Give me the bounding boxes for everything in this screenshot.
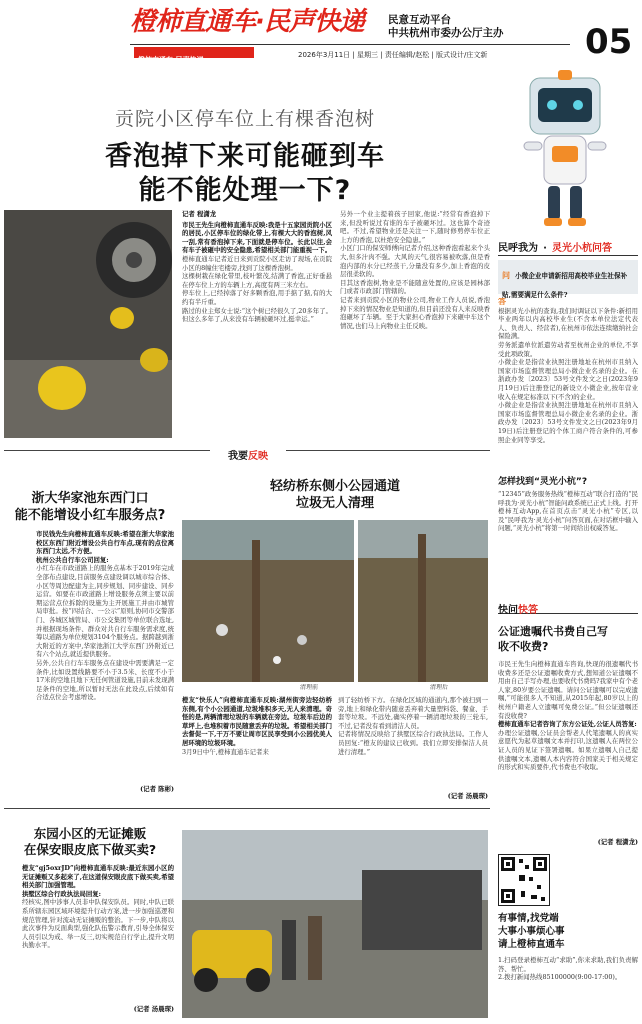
garbage-title-line2: 垃圾无人清理 — [295, 496, 374, 511]
sidebar-answer — [498, 298, 638, 466]
dongyuan-story-body — [22, 864, 174, 1004]
garbage-photo-before — [182, 520, 354, 682]
masthead-meta: 2026年3月11日 | 星期三 | 责任编辑/赵松 | 版式设计/庄文新 — [298, 51, 488, 59]
answer-p1: 根据灵光小杭的查询,我们时调证以下条件:新招用毕业两年以内高校毕业生(不含本单位法定代表人、负责人、经营者),在杭州市依法连续缴纳社会保险满。 — [498, 306, 638, 341]
qr-line1: 有事情,找党端 — [498, 913, 559, 924]
dongyuan-story-title — [4, 826, 176, 858]
answer-label: 答 — [498, 298, 506, 306]
howto-text: “12345”政务服务热线“橙柿互动”联合打造的“民呼我为·灵光小杭”智能问政系统已正式上线。打开橙柿互动App,在首页点击“灵光小杭”专区,以及“民呼我为·灵光小杭”问答页面,在对话框中输入问题,“灵光小杭”将第一时间给出权威答复。 — [498, 490, 638, 533]
section-label-report — [210, 444, 286, 462]
school-story-body — [36, 530, 174, 784]
school-p1: 市民钱先生向橙柿直通车反映:希望在浙大华家池校区东西门附近增设公共自行车点,现有的点位离东西门太远,不方便。 — [36, 530, 174, 556]
quick-qa-label: 快答 — [518, 605, 538, 616]
garbage-title-line1: 轻纺桥东侧小公园通道 — [269, 479, 400, 494]
lead-byline: 记者 程潇龙 — [182, 210, 217, 218]
garbage-photo-after — [358, 520, 488, 682]
issue-date: 2026年3月11日 — [298, 51, 351, 59]
editor-credit: 责任编辑/赵松 — [384, 51, 430, 59]
sidebar-question-box — [498, 260, 638, 299]
lead-col2-p1: 另外一个业主提着孩子回家,他说:“经常有香泡掉下来,但没听说过有谁的车子被砸坏过。这也算个奇迹吧。不过,希望物业还是关注一下,随时修剪停车位正上方的香泡,以杜绝安全隐患。” — [340, 210, 490, 244]
howto-section — [498, 474, 638, 586]
school-title-line1: 浙大华家池东西门口 — [31, 491, 149, 506]
answer-p2: 劳务派遣单位派遣劳动者至杭州企业的单位,不享受此项政策。 — [498, 340, 638, 358]
quick-qa-header — [498, 598, 638, 614]
dongyuan-title-line2: 在保安眼皮底下做买卖? — [23, 842, 157, 857]
qr-code[interactable] — [498, 854, 550, 906]
platform-line2: 中共杭州市委办公厅主办 — [388, 27, 504, 39]
dongyuan-p1: 橙友“gj5oxrJD”向橙柿直通车反映:最近东园小区的无证摊贩又多起来了,在这道保安眼皮底下做买卖,希望相关部门加强管理。 — [22, 864, 174, 890]
caption-before: 清理前 — [300, 684, 319, 691]
garbage-byline: (记者 汤晨琛) — [447, 792, 488, 800]
school-story-title — [4, 490, 176, 524]
garbage-c2-p1: 到了轻纺桥下方。在绿化区域的通道内,那个被扫到一旁,地上和绿化带内随意丢弃着大量塑料袋、餐盒、手套等垃圾。不远处,确实停着一辆清理垃圾的三轮车,不过,记者没有看到清洁人员。 — [338, 696, 488, 730]
qr-instructions — [498, 956, 638, 1020]
notary-p3: 办理公证遗嘱,公证员会帮老人代笔遗嘱人的真实意愿代为起草遗嘱文本并打印,这遗嘱人在两位公证人员的见证下签署遗嘱。如果立遗嘱人自己提供遗嘱文本,遗嘱人本内容符合国家关于相关规定的形式和实质要件,代书费也不收取。 — [498, 728, 638, 772]
notary-title-line1: 公证遗嘱代书费自己写 — [498, 625, 608, 638]
dongyuan-p3: 经核实,图中涉事人员非中队保安队员。同时,中队已联系所辖东园区域环境提升行动方案,进一步加强巡逻和规范管理,针对流动无证摊贩的整治。下一步,中队将以此次事件为反面典型,强化队伍警示教育,引导全体保安人员引以为戒、举一反三,切实规范自行学止,提升文明执勤水平。 — [22, 898, 174, 950]
logo-text: 橙柿直通车·民声快递 — [130, 7, 364, 37]
qr-item2: 2.拨打新闻热线85100000(9:00-17:00)。 — [498, 973, 622, 982]
dongyuan-photo-vendors — [182, 830, 488, 1018]
garbage-body-column-1 — [182, 696, 332, 798]
sub-logo: 橙柿直通车·民声快递 — [138, 56, 204, 64]
section-label-text: 反映 — [248, 451, 268, 462]
section-label-prefix: 我要 — [228, 451, 248, 462]
qr-item1: 1.扫码登录橙柿互动“求助”,你来求助,我们负责解答、帮忙。 — [498, 956, 638, 973]
notary-byline: (记者 程潇龙) — [597, 838, 638, 846]
lead-kicker: 贡院小区停车位上有棵香泡树 — [114, 108, 375, 130]
lead-col1-p5: 路过的业主郑女士说:“这个树已经很久了,20多年了。但这么多年了,从来没有车辆被砸坏过,挺幸运。” — [182, 306, 332, 324]
notary-title-line2: 收不收费? — [498, 640, 549, 653]
garbage-c2-p2: 记者将情况反映给了拱墅区综合行政执法局。工作人员回复:“橙友的建议已收到。我们立即安排保洁人员进行清理。” — [338, 730, 488, 756]
school-byline: (记者 陈彬) — [140, 785, 174, 793]
lead-text-column-1 — [182, 210, 332, 438]
designer-credit: 版式设计/庄文新 — [436, 51, 488, 59]
question-text: 小微企业申请新招用高校毕业生社保补贴,需要满足什么条件? — [502, 272, 628, 299]
platform-info — [388, 14, 504, 40]
lead-col2-p4: 记者来到贡院小区的物业公司,物业工作人员说,香泡掉下来的情况物业是知道的,但目前还没有人来反映香泡砸坏了车辆。至于大家担心香泡掉下来砸中车这个情况,也们马上向物业主任反映。 — [340, 295, 490, 330]
sub-logo-bar — [134, 47, 254, 64]
question-label: 问 — [502, 271, 510, 280]
sidebar-qa-title: 灵光小杭问答 — [552, 243, 612, 254]
issue-weekday: 星期三 — [357, 51, 379, 59]
page-number: 05 — [585, 22, 633, 62]
lead-photo-pomelo — [4, 210, 172, 438]
dongyuan-byline: (记者 汤晨琛) — [133, 1005, 174, 1013]
school-p3: 小红车在市政道路上的服务点基本于2019年完成全部布点建设,目前服务点建设调以城市综合体、小区等周边配建为主,同步规划、同步建设、同步运营。如要在市政道路上增设服务点须主要以前期运营点位拆除的设施为主开展施工并由市城管局审批。按“四结合、一公示”原则,协同市交警部门、各城区城管局、市公交集团等单位联合选址,并根据现场条件、群众对共自行车服务需求度,统筹以道路为单位规划3104个服务点。据跨越到浙大附近的方案中,华家池浙江大学东西门外附近已有六个站点,就近提供服务。 — [36, 564, 174, 659]
lead-headline-line2: 能不能处理一下? — [138, 175, 352, 206]
qr-callout — [498, 912, 638, 951]
lead-text-column-2 — [340, 210, 490, 438]
lead-col1-p3: 这棵树栽在绿化带里,枝叶繁茂,结满了香泡,正好垂悬在停车位上方的车辆上方,高度有两三米左右。 — [182, 272, 332, 289]
school-p4: 另外,公共自行车车服务点在建设中需要满足一定条件,比如设置线路要不小于3.5米、长度不小于17米的空地且地下无任何管道设施,目前未发现满足条件的空地,所以暂时无法在此设点,后续如有合适点位会考虑增设。 — [36, 658, 174, 702]
garbage-c1-p2: 3月9日中午,橙柿直通车记者来 — [182, 747, 269, 756]
lead-col2-p2: 小区门口的保安师傅向记者介绍,这种香泡看起来个头大,但多汁肉不强。大风的天气,很容易被吹落,但是香泡内部的水分已经蒸干,分量没有多少,加上香泡的皮层很柔软的。 — [340, 244, 490, 279]
qr-line3: 请上橙柿直通车 — [498, 939, 565, 950]
lead-headline-line1: 香泡掉下来可能砸到车 — [105, 141, 385, 172]
garbage-body-column-2 — [338, 696, 488, 788]
notary-p2: 橙柿直通车记者咨询了东方公证处,公证人员答复: — [498, 720, 637, 729]
answer-p3: 小微企业是指营业执照注册地址在杭州市且纳入国家市场监督管理总局小微企业名录的企业。在浙政办发〔2023〕53号文件发文之日(2023年9月19日)后注册登记的新设立小微企业,按年营业收入在规定标准以下(不含)的企业。 — [498, 358, 638, 401]
notary-story-body — [498, 660, 638, 836]
school-title-line2: 能不能增设小红车服务点? — [14, 508, 166, 523]
qr-line2: 大事小事烦心事 — [498, 926, 565, 937]
platform-line1: 民意互动平台 — [388, 14, 451, 26]
garbage-story-title — [182, 478, 488, 512]
lead-col1-p1: 市民王先生向橙柿直通车反映:我是十五家园贡院小区的居民,小区停车位的绿化带上,有棵大大的香泡树,风一刮,常有香泡掉下来,下面就是停车位。长此以往,会有车子被砸中的安全隐患,希望相关部门能重视一下。 — [182, 220, 332, 255]
dongyuan-p2: 拱墅区综合行政执法局回复: — [22, 889, 102, 898]
howto-title: 怎样找到“灵光小杭”? — [498, 477, 588, 487]
lower-divider — [4, 808, 490, 809]
masthead-logo — [130, 4, 380, 40]
lead-col2-p3: 目其这香泡树,物业是不能随意处置的,应该是园林部门或者市政部门管辖的。 — [340, 278, 490, 296]
sidebar-qa-header: 民呼我为 · 灵光小杭问答 — [498, 236, 638, 256]
caption-after: 清理后 — [430, 684, 449, 691]
notary-story-title — [498, 624, 638, 654]
robot-mascot-illustration — [500, 66, 630, 236]
dongyuan-title-line1: 东园小区的无证摊贩 — [33, 826, 147, 841]
sidebar-qa-prefix: 民呼我为 — [498, 243, 538, 254]
lead-col1-p4: 停车位上,已经掉落了好多颗香泡,用手掂了掂,有的大约有半斤重。 — [182, 289, 332, 306]
garbage-c1-p1: 橙友“快乐人”向橙柿直通车反映:湖州街旁边轻纺桥东侧,有个小公园通道,垃圾堆积多天,无人来清理。奇怪的是,两辆清理垃圾的车辆就在旁边。垃圾车后边的草坪上,也堆积着市民随意丢弃的垃圾。希望相关部门去督促一下,干万不要让周市区民享受到小公园优美人居环境的垃圾环境。 — [182, 696, 332, 747]
quick-qa-prefix: 快问 — [498, 605, 518, 616]
lead-col1-p2: 橙柿直通车记者近日来到贡院小区走访了现场,在贡院小区的8幢住宅楼旁,找到了这棵香泡树。 — [182, 254, 332, 272]
answer-p4: 小微企业是指营业执照注册地址在杭州市且纳入国家市场监督管理总局小微企业名录的企业。浙政办发〔2023〕53号文件发文之日(2023年9月19日)后注册登记的个体工商户符合条件的,可参照企业同等享受。 — [498, 401, 638, 444]
school-p2: 杭州公共自行车公司回复: — [36, 555, 109, 564]
notary-p1: 市民王先生向橙柿直通车咨询,快现的很遗嘱代书收费多还是公证遗嘱收费方式,想知道公证遗嘱不用由自己手写办理,也要收代书费吗?我家中有个老人家,80岁要公证遗嘱。请问公证遗嘱可以完成遗嘱,“可能很多人不知道,从2015年起,80岁以上的杭州户籍老人立遗嘱可免费公证。”但公证遗嘱还有没收费? — [498, 660, 638, 720]
